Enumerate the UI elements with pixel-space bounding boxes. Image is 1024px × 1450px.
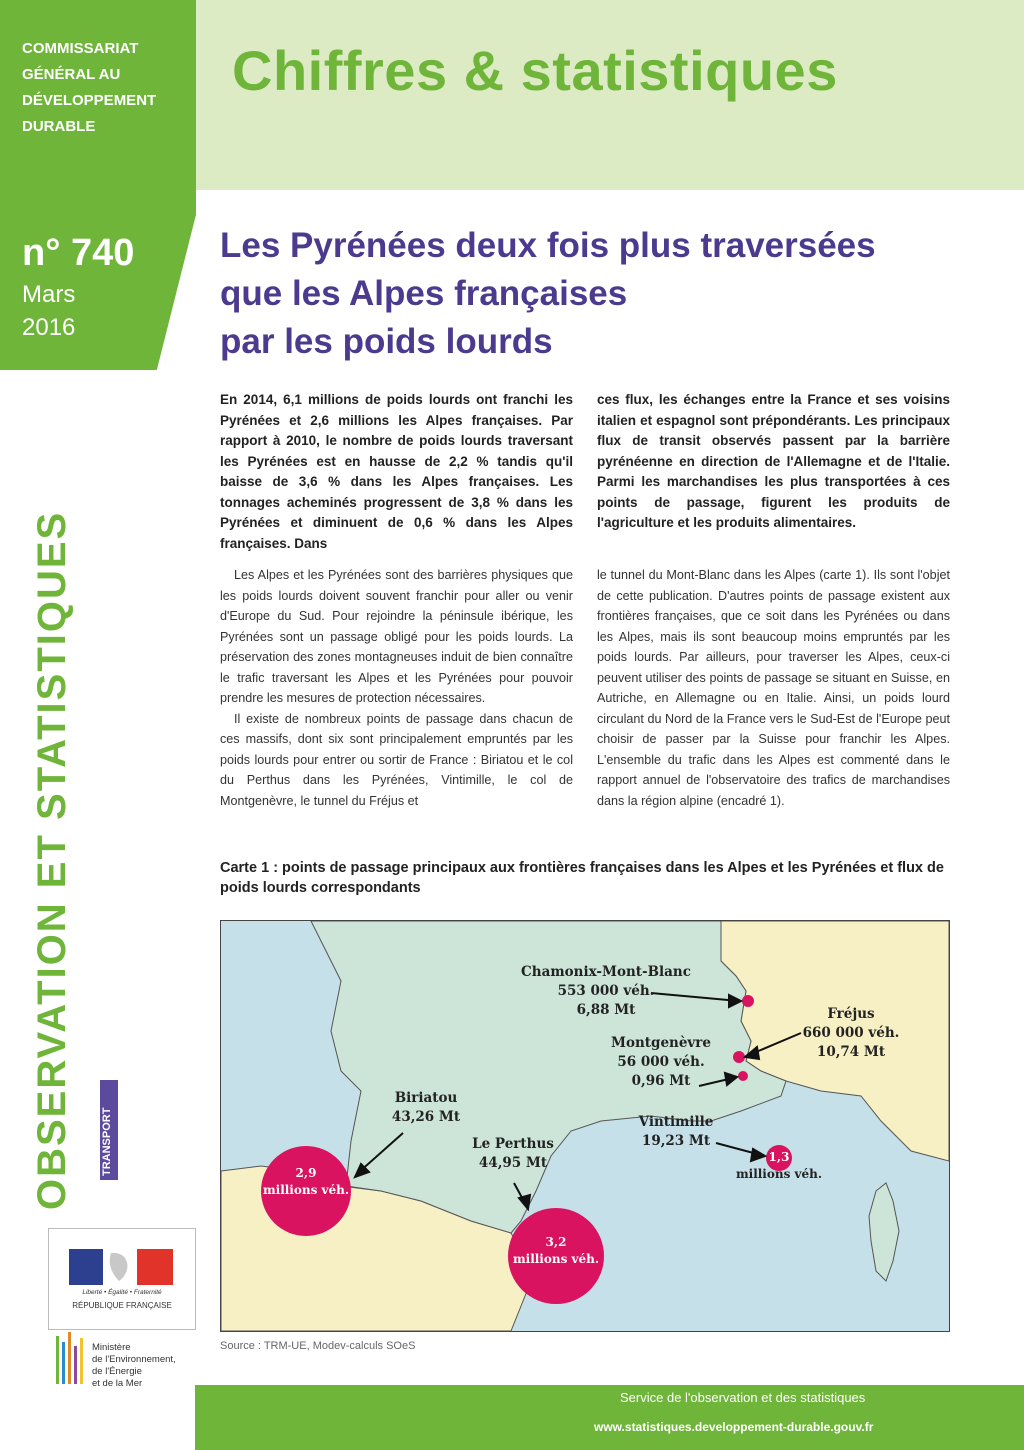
- circle-unit: millions véh.: [512, 1252, 600, 1266]
- label-vintimille: [616, 1113, 736, 1151]
- body-right: [597, 565, 950, 811]
- ministry-line: de l'Environnement,: [92, 1354, 176, 1365]
- label-name: Biriatou: [394, 1090, 458, 1106]
- label-perthus: [453, 1135, 573, 1173]
- circle-label-biriatou: [251, 1165, 361, 1199]
- title-line: Les Pyrénées deux fois plus traversées: [220, 226, 876, 265]
- brand-title: Chiffres & statistiques: [232, 39, 838, 102]
- label-name: Le Perthus: [472, 1136, 554, 1152]
- label-tonnage: 19,23 Mt: [641, 1133, 711, 1149]
- label-tonnage: 6,88 Mt: [576, 1002, 636, 1018]
- organisation-name: [22, 36, 192, 140]
- land-corsica: [869, 1183, 899, 1281]
- theme-tag: [100, 1080, 118, 1180]
- ministry-name: [92, 1342, 176, 1390]
- label-biriatou: [371, 1089, 481, 1127]
- org-line: GÉNÉRAL AU: [22, 66, 121, 83]
- label-name: Vintimille: [638, 1114, 714, 1130]
- point-chamonix: [742, 995, 754, 1007]
- label-tonnage: 0,96 Mt: [631, 1073, 691, 1089]
- label-vehicles: 553 000 véh.: [557, 983, 655, 999]
- issue-month: Mars: [22, 281, 76, 308]
- map-source: Source : TRM-UE, Modev-calculs SOeS: [220, 1340, 416, 1352]
- ministry-line: de l'Énergie: [92, 1366, 142, 1377]
- body-left: [220, 565, 573, 811]
- republique-logo: [48, 1228, 196, 1330]
- body-paragraph: Les Alpes et les Pyrénées sont des barrières physiques que les poids lourds doivent souvent franchir pour aller ou venir d'Europe du Sud. Pour rejoindre la péninsule ibérique, les Pyrénées sont un passage obligé pour les poids lourds. La préservation des zones montagneuses induit de bien connaître le trafic traversant les Alpes et les Pyrénées pour pouvoir prendre les mesures de protection nécessaires.: [220, 568, 573, 705]
- label-name: Fréjus: [827, 1006, 875, 1022]
- circle-unit: millions véh.: [262, 1183, 350, 1197]
- lead-left: En 2014, 6,1 millions de poids lourds ont franchi les Pyrénées et 2,6 millions les Alpes françaises. Par rapport à 2010, le nombre de poids lourds traversant les Pyrénées est en hausse de 2,2 % tandis qu'il baisse de 3,6 % dans les Alpes françaises. Les tonnages acheminés progressent de 3,8 % dans les Pyrénées et diminuent de 0,6 % dans les Alpes françaises. Dans: [220, 392, 573, 551]
- label-frejus: [791, 1005, 911, 1062]
- label-name: Chamonix-Mont-Blanc: [521, 964, 691, 980]
- label-chamonix: [506, 963, 706, 1020]
- org-line: DÉVELOPPEMENT: [22, 92, 157, 109]
- ministry-line: Ministère: [92, 1342, 131, 1353]
- circle-label-perthus: [501, 1234, 611, 1268]
- circle-label-vintimille: [731, 1149, 827, 1183]
- body-paragraph: Il existe de nombreux points de passage dans chacun de ces massifs, dont six sont principalement empruntés par les poids lourds pour entrer ou sortir de France : Biriatou et le col du Perthus dans les Pyrénées, Vintimille, le col de Montgenèvre, le tunnel du Fréjus et: [220, 711, 573, 808]
- label-montgenevre: [601, 1034, 721, 1091]
- circle-value: 2,9: [295, 1166, 317, 1180]
- org-line: DURABLE: [22, 118, 96, 135]
- republique-motto: Liberté • Égalité • Fraternité: [82, 1289, 162, 1296]
- org-line: COMMISSARIAT: [22, 40, 139, 57]
- point-frejus: [733, 1051, 745, 1063]
- body-paragraph: le tunnel du Mont-Blanc dans les Alpes (carte 1). Ils sont l'objet de cette publication. D'autres points de passage existent aux frontières françaises, que ce soit dans les Pyrénées ou dans les Alpes, mais ils sont beaucoup moins empruntés par les poids lourds. Par ailleurs, pour traverser les Alpes, ceux-ci peuvent utiliser des points de passage se situant en Suisse, en Autriche, en Allemagne ou en Italie. Ainsi, un poids lourd circulant du Nord de la France vers le Sud-Est de l'Europe peut choisir de passer par la Suisse pour franchir les Alpes. L'ensemble du trafic dans les Alpes est commenté dans le rapport annuel de l'observatoire des trafics de marchandises dans la région alpine (encadré 1).: [597, 568, 950, 808]
- theme-tag-label: TRANSPORT: [101, 1107, 113, 1176]
- label-tonnage: 10,74 Mt: [816, 1044, 886, 1060]
- map-figure: [220, 920, 950, 1332]
- issue-year: 2016: [22, 314, 76, 341]
- title-line: que les Alpes françaises: [220, 274, 628, 313]
- footer-service: Service de l'observation et des statistiques: [620, 1390, 866, 1405]
- title-line: par les poids lourds: [220, 322, 553, 361]
- circle-value: 3,2: [545, 1235, 567, 1249]
- issue-number: n° 740: [22, 232, 135, 274]
- lead-right: ces flux, les échanges entre la France et ses voisins italien et espagnol sont prépondérants. Les principaux flux de transit observés passent par la barrière pyrénéenne en direction de l'Allemagne et de l'Italie. Parmi les marchandises les plus transportées à ces points de passage, figurent les produits de l'agriculture et les produits alimentaires.: [597, 392, 950, 530]
- footer-band: [195, 1385, 1024, 1450]
- circle-unit: millions véh.: [735, 1167, 823, 1181]
- page-title: [220, 222, 1000, 366]
- republique-label: RÉPUBLIQUE FRANÇAISE: [72, 1301, 172, 1310]
- circle-value: 1,3: [768, 1150, 790, 1164]
- label-name: Montgenèvre: [611, 1035, 711, 1051]
- ministry-line: et de la Mer: [92, 1378, 143, 1389]
- label-tonnage: 43,26 Mt: [391, 1109, 461, 1125]
- issue-date: [22, 278, 75, 344]
- label-vehicles: 660 000 véh.: [802, 1025, 900, 1041]
- point-montgenevre: [738, 1071, 748, 1081]
- label-vehicles: 56 000 véh.: [617, 1054, 705, 1070]
- map-caption: Carte 1 : points de passage principaux aux frontières françaises dans les Alpes et les Pyrénées et flux de poids lourds correspondants: [220, 860, 944, 896]
- label-tonnage: 44,95 Mt: [478, 1155, 548, 1171]
- footer-url-link[interactable]: www.statistiques.developpement-durable.gouv.fr: [594, 1420, 874, 1434]
- vertical-section-label: OBSERVATION ET STATISTIQUES: [30, 510, 74, 1210]
